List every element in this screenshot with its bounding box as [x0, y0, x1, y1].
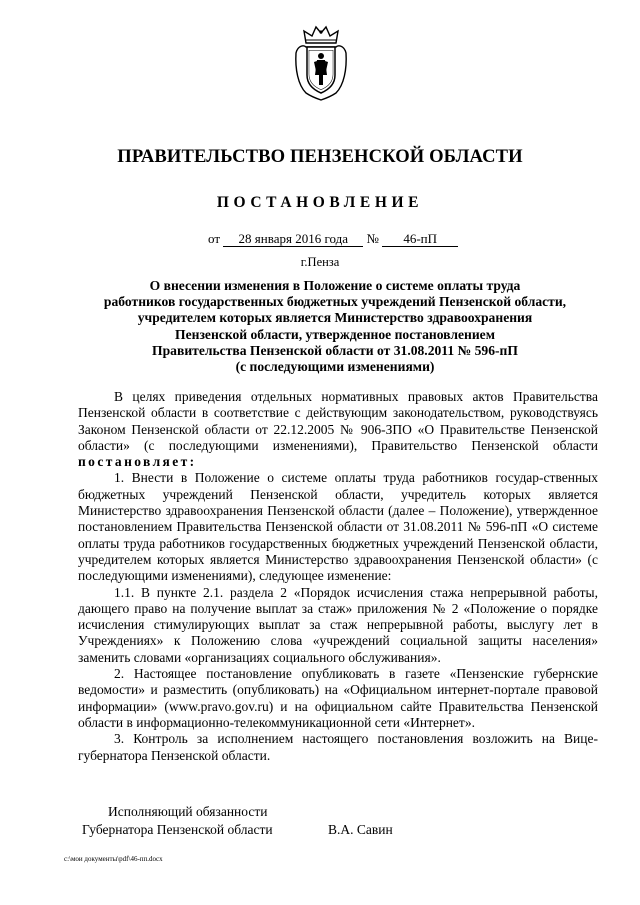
paragraph-2: 2. Настоящее постановление опубликовать в газете «Пензенские губернские ведомости» и разместить (опубликовать) на «Официальном интернет-портале правовой информации» (www.pravo.gov.ru) и на официальном сайте Правительства Пензенской области в информационно-телекоммуникационной сети «Интернет». [78, 666, 598, 730]
intro-paragraph [78, 389, 598, 470]
document-type-heading: ПОСТАНОВЛЕНИЕ [216, 194, 424, 211]
document-body [78, 389, 598, 764]
date-prefix: от [208, 231, 221, 246]
document-number: 46-пП [382, 232, 458, 247]
date-number-line [208, 231, 458, 247]
title-line: (с последующими изменениями) [235, 359, 435, 375]
signatory-name: В.А. Савин [328, 822, 393, 837]
title-line: работников государственных бюджетных учреждений Пензенской области, [103, 294, 567, 310]
signatory-office: Губернатора Пензенской области [82, 822, 273, 837]
paragraph-1-1: 1.1. В пункте 2.1. раздела 2 «Порядок исчисления стажа непрерывной работы, дающего право на получение выплат за стаж» приложения № 2 «Положение о порядке исчисления стимулирующих выплат за стаж непрерывной работы, выслугу лет в Учреждениях» к Положению слова «учреждений социальной защиты населения» заменить словами «организациях социального обслуживания». [78, 584, 598, 665]
file-path-footer: c:\мои документы\pdf\46-пп.docx [64, 855, 163, 863]
signatory-position: Исполняющий обязанности [108, 804, 268, 819]
intro-text: В целях приведения отдельных нормативных правовых актов Правительства Пензенской области в соответствие с действующим законодательством, руководствуясь Законом Пензенской области от 22.12.2005 № 906-ЗПО «О Правительстве Пензенской области» (с последующими изменениями), Правительство Пензенской области [78, 389, 598, 453]
title-line: О внесении изменения в Положение о системе оплаты труда [149, 278, 521, 293]
document-title [70, 278, 600, 375]
paragraph-3: 3. Контроль за исполнением настоящего постановления возложить на Вице-губернатора Пензенской области. [78, 731, 598, 763]
paragraph-1: 1. Внести в Положение о системе оплаты труда работников государ-ственных бюджетных учреждений Пензенской области, учредитель которых является Министерство здравоохранения Пензенской области (далее – Положение), утвержденное постановлением Правительства Пензенской области от 31.08.2011 № 596-пП «О системе оплаты труда работников государственных бюджетных учреждений Пензенской области, учредителем которых является Министерство здравоохранения Пензенской области» (с последующими изменениями), следующее изменение: [78, 470, 598, 584]
decree-word: постановляет: [78, 454, 197, 470]
title-line: Пензенской области, утвержденное постановлением [175, 326, 495, 342]
organization-heading: ПРАВИТЕЛЬСТВО ПЕНЗЕНСКОЙ ОБЛАСТИ [117, 146, 523, 167]
number-prefix: № [366, 231, 379, 246]
title-line: учредителем которых является Министерство здравоохранения [137, 310, 533, 326]
title-line: Правительства Пензенской области от 31.08.2011 № 596-пП [152, 342, 518, 358]
document-date: 28 января 2016 года [223, 232, 363, 247]
city: г.Пенза [300, 255, 340, 269]
coat-of-arms-icon [290, 25, 352, 101]
